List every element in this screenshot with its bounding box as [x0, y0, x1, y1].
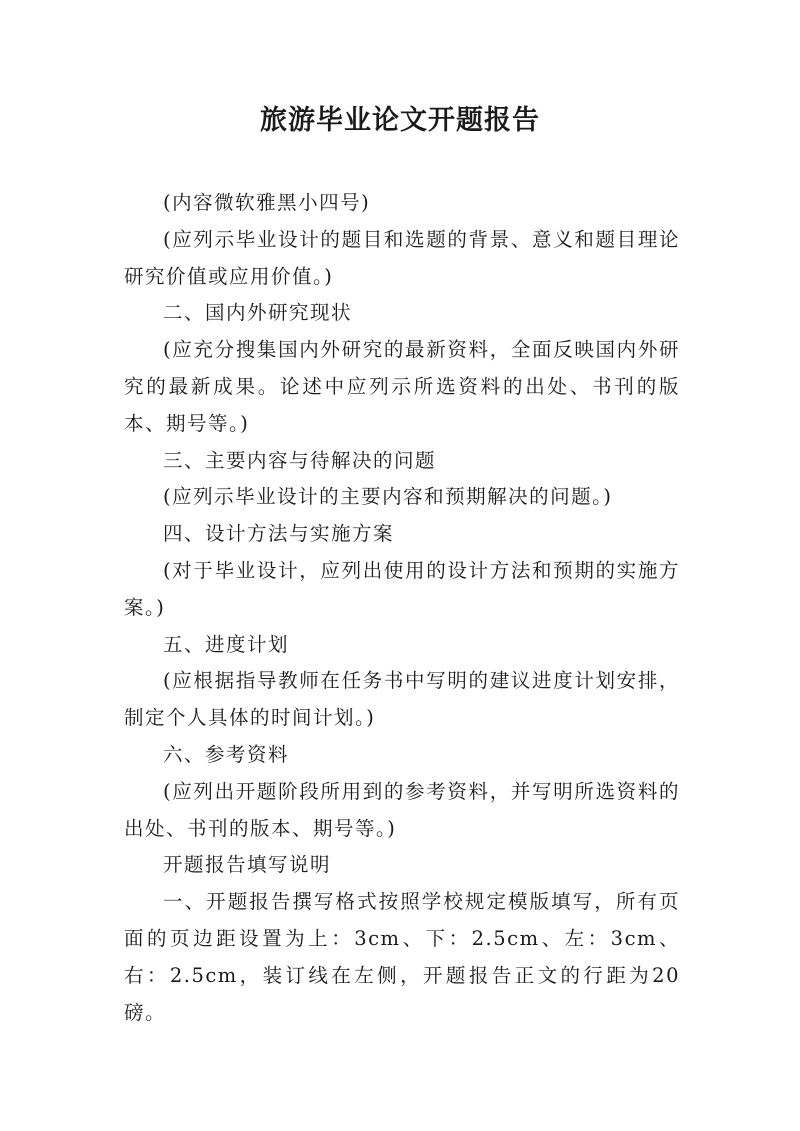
- heading-schedule: 五、进度计划: [163, 632, 290, 656]
- heading-design-method: 四、设计方法与实施方案: [163, 522, 395, 546]
- heading-instructions: 开题报告填写说明: [163, 853, 332, 877]
- note-main-content: (应列示毕业设计的主要内容和预期解决的问题。): [163, 485, 613, 509]
- note-research-status: (应充分搜集国内外研究的最新资料，全面反映国内外研究的最新成果。论述中应列示所选资料的出处、书刊的版本、期号等。): [124, 338, 680, 435]
- note-schedule: (应根据指导教师在任务书中写明的建议进度计划安排，制定个人具体的时间计划。): [124, 669, 680, 730]
- heading-research-status: 二、国内外研究现状: [163, 301, 353, 325]
- note-font: (内容微软雅黑小四号): [163, 191, 371, 214]
- heading-references: 六、参考资料: [163, 742, 290, 766]
- note-design-method: (对于毕业设计，应列出使用的设计方法和预期的实施方案。): [124, 558, 680, 619]
- document-body: [124, 185, 680, 1031]
- note-references: (应列出开题阶段所用到的参考资料，并写明所选资料的出处、书刊的版本、期号等。): [124, 779, 680, 840]
- document-title: 旅游毕业论文开题报告: [260, 105, 540, 136]
- note-background: (应列示毕业设计的题目和选题的背景、意义和题目理论研究价值或应用价值。): [124, 227, 680, 288]
- heading-main-content: 三、主要内容与待解决的问题: [163, 448, 437, 472]
- instruction-format: 一、开题报告撰写格式按照学校规定模版填写，所有页面的页边距设置为上：3cm、下：2.5cm、左：3cm、右：2.5cm，装订线在左侧，开题报告正文的行距为20磅。: [124, 890, 680, 1024]
